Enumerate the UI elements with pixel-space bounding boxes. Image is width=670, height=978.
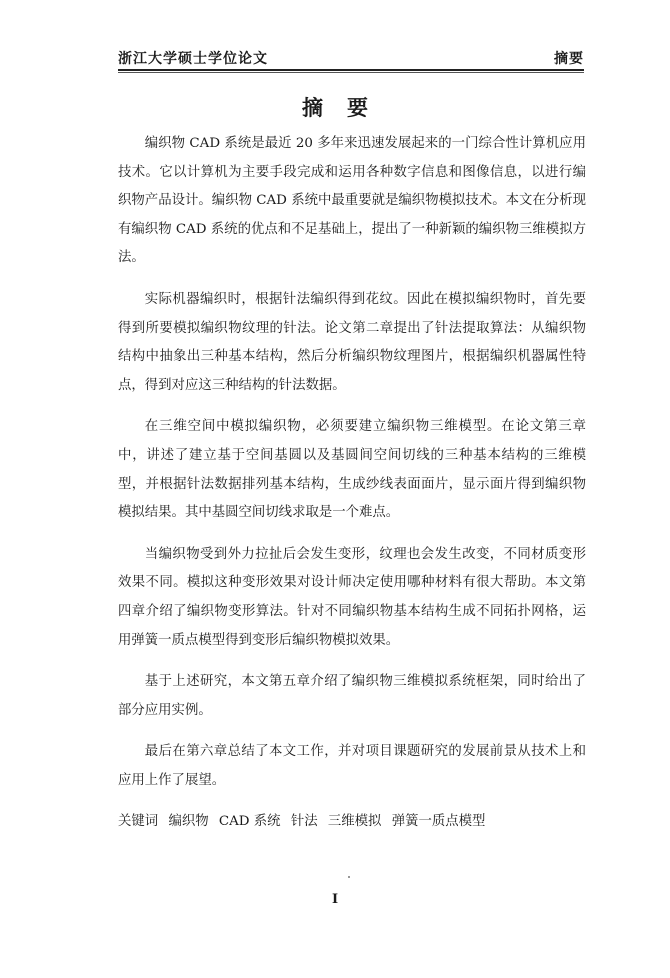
keywords-label: 关键词 <box>118 814 159 830</box>
abstract-body <box>118 130 586 837</box>
paragraph-1: 编织物 CAD 系统是最近 20 多年来迅速发展起来的一门综合性计算机应用技术。它以计算机为主要手段完成和运用各种数字信息和图像信息，以进行编织物产品设计。编织物 CAD 系统中最重要就是编织物模拟技术。本文在分析现有编织物 CAD 系统的优点和不足基础上，提出了一种新颖的编织物三维模拟方法。 <box>118 136 586 266</box>
paragraph-2: 实际机器编织时，根据针法编织得到花纹。因此在模拟编织物时，首先要得到所要模拟编织物纹理的针法。论文第二章提出了针法提取算法：从编织物结构中抽象出三种基本结构，然后分析编织物纹理图片，根据编织机器属性特点，得到对应这三种结构的针法数据。 <box>118 291 586 393</box>
scan-speck <box>348 876 350 878</box>
keyword-item: 编织物 <box>168 814 209 830</box>
header-rule-thin <box>118 72 584 73</box>
header-rule <box>118 69 584 71</box>
keyword-item: 三维模拟 <box>327 814 382 830</box>
running-header <box>118 44 584 68</box>
paragraph-5: 基于上述研究，本文第五章介绍了编织物三维模拟系统框架，同时给出了部分应用实例。 <box>118 674 586 718</box>
page-number: I <box>331 892 339 907</box>
page-title: 摘要 <box>302 96 392 120</box>
keyword-item: 弹簧一质点模型 <box>391 814 486 830</box>
keywords-line <box>118 808 586 837</box>
keyword-item: 针法 <box>290 814 318 830</box>
paragraph-3: 在三维空间中模拟编织物，必须要建立编织物三维模型。在论文第三章中，讲述了建立基于空间基圆以及基圆间空间切线的三种基本结构的三维模型，并根据针法数据排列基本结构，生成纱线表面面片，显示面片得到编织物模拟结果。其中基圆空间切线求取是一个难点。 <box>118 419 586 521</box>
paragraph-6: 最后在第六章总结了本文工作，并对项目课题研究的发展前景从技术上和应用上作了展望。 <box>118 744 586 788</box>
paragraph-4: 当编织物受到外力拉扯后会发生变形，纹理也会发生改变，不同材质变形效果不同。模拟这种变形效果对设计师决定使用哪种材料有很大帮助。本文第四章介绍了编织物变形算法。针对不同编织物基本结构生成不同拓扑网格，运用弹簧一质点模型得到变形后编织物模拟效果。 <box>118 546 586 648</box>
header-section-name: 摘要 <box>554 51 584 67</box>
header-thesis-title: 浙江大学硕士学位论文 <box>118 51 268 67</box>
keyword-item: CAD 系统 <box>218 814 281 830</box>
